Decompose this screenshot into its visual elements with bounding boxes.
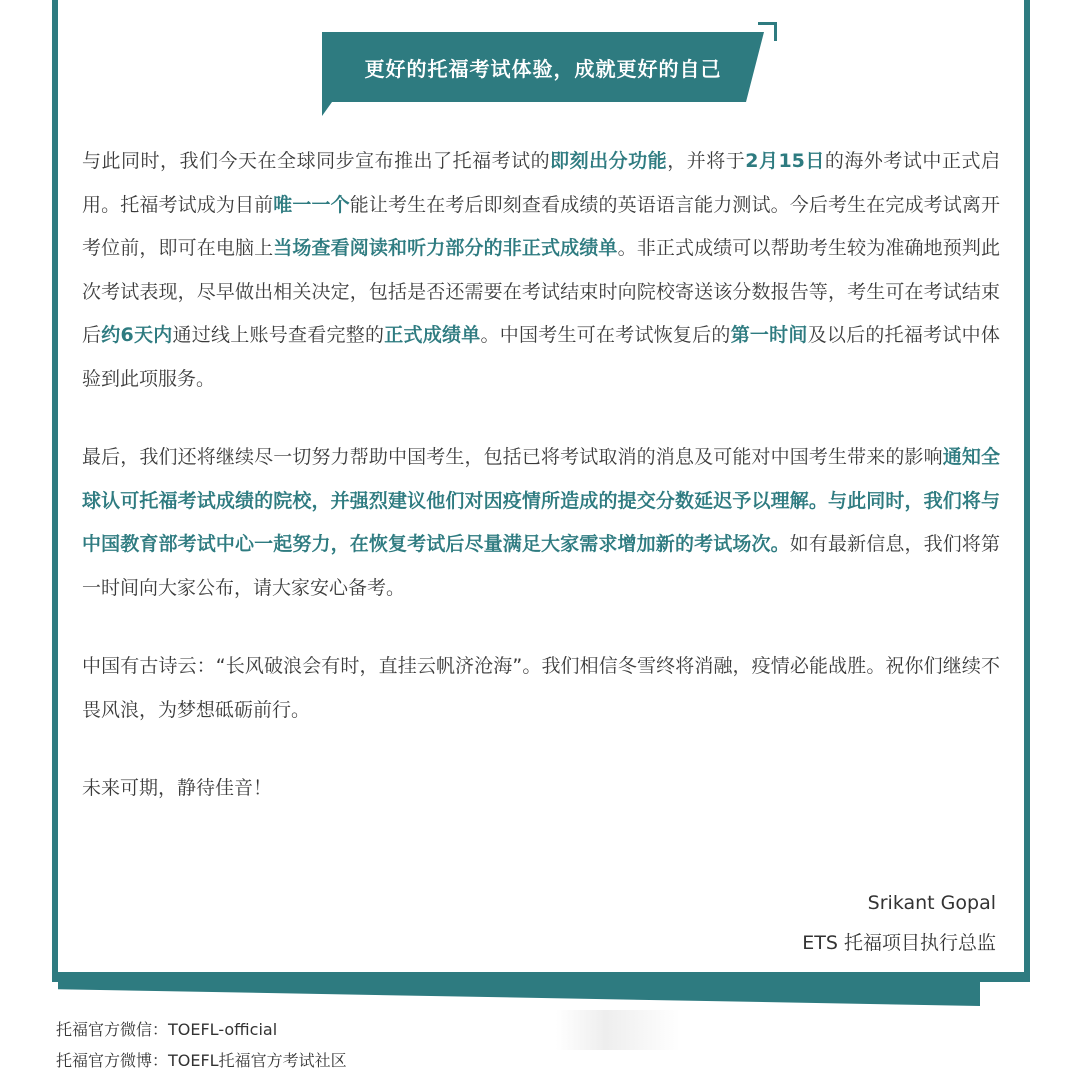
paragraph-text: 。中国考生可在考试恢复后的 xyxy=(480,324,731,346)
signature-block xyxy=(802,883,996,963)
footer-info xyxy=(56,1014,347,1076)
highlighted-text: 正式成绩单 xyxy=(384,324,481,346)
paragraph-text: 与此同时，我们今天在全球同步宣布推出了托福考试的 xyxy=(82,150,551,172)
signature-name: Srikant Gopal xyxy=(867,892,996,914)
paragraph-text: 通过线上账号查看完整的 xyxy=(172,324,385,346)
frame-left-border xyxy=(52,0,58,982)
paragraph-text: 如有最新信息，我们将第一时间向大家公布，请大家安心备考。 xyxy=(82,533,1000,599)
paragraph-text: 未来可期，静待佳音！ xyxy=(82,777,273,799)
signature-title: ETS 托福项目执行总监 xyxy=(802,932,996,954)
frame-bottom-border xyxy=(52,972,1030,982)
highlighted-text: 唯一一个 xyxy=(273,193,350,216)
footer-weibo: 托福官方微博：TOEFL托福官方考试社区 xyxy=(56,1051,347,1070)
paragraph-text: 最后，我们还将继续尽一切努力帮助中国考生，包括已将考试取消的消息及可能对中国考生带来的影响 xyxy=(82,446,943,468)
paragraph-text: ，并将于 xyxy=(667,150,746,172)
paragraph-support xyxy=(82,436,1000,610)
highlighted-text: 第一时间 xyxy=(730,324,808,346)
footer-wechat: 托福官方微信：TOEFL-official xyxy=(56,1020,278,1039)
banner-title: 更好的托福考试体验，成就更好的自己 xyxy=(364,56,722,81)
paragraph-poem xyxy=(82,645,1000,732)
paragraph-text: 能让考生在考后即刻查看成绩的英语语言能力测试。今后考生在完成考试离开考位前，即可在电脑上 xyxy=(82,193,1000,259)
paragraph-instant-score xyxy=(82,140,1000,401)
paragraph-text: 的海外考试中正式启用。托福考试成为目前 xyxy=(82,150,1000,216)
highlighted-text: 2月15日 xyxy=(745,150,825,172)
heading-banner xyxy=(322,32,764,116)
paragraph-closing xyxy=(82,767,1000,811)
paragraph-text: 中国有古诗云：“长风破浪会有时，直挂云帆济沧海”。我们相信冬雪终将消融，疫情必能战胜。祝你们继续不畏风浪，为梦想砥砺前行。 xyxy=(82,655,1000,721)
highlighted-text: 即刻出分功能 xyxy=(550,150,668,172)
highlighted-text: 约6天内 xyxy=(101,324,173,346)
paragraph-text: 及以后的托福考试中体验到此项服务。 xyxy=(82,324,1000,390)
highlighted-text: 通知全球认可托福考试成绩的院校，并强烈建议他们对因疫情所造成的提交分数延迟予以理解。与此同时，我们将与中国教育部考试中心一起努力，在恢复考试后尽量满足大家需求增加新的考试场次。 xyxy=(82,446,1000,555)
footer-blur-mark xyxy=(556,1010,680,1050)
paragraph-text: 。非正式成绩可以帮助考生较为准确地预判此次考试表现，尽早做出相关决定，包括是否还需要在考试结束时向院校寄送该分数报告等，考生可在考试结束后 xyxy=(82,237,1000,346)
article-body xyxy=(82,140,1000,846)
frame-bottom-shadow xyxy=(58,982,980,1006)
highlighted-text: 当场查看阅读和听力部分的非正式成绩单 xyxy=(273,237,618,259)
frame-right-border xyxy=(1024,0,1030,982)
